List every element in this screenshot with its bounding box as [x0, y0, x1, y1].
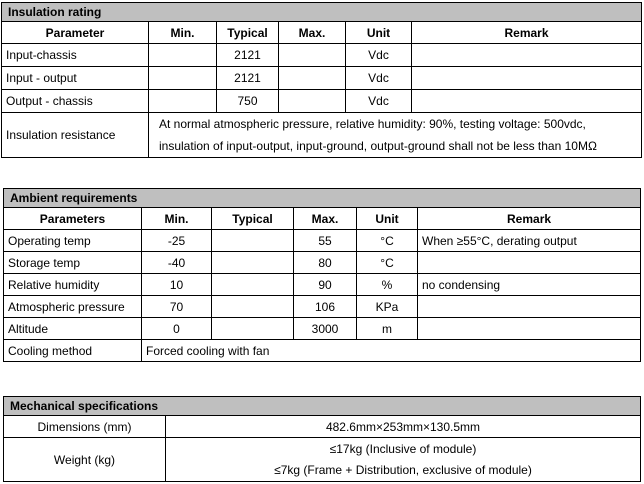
remark-cell [418, 318, 641, 340]
description-line: At normal atmospheric pressure, relative humidity: 90%, testing voltage: 500vdc, [159, 117, 586, 131]
ambient-requirements-table [3, 188, 641, 362]
column-header: Parameters [4, 208, 142, 230]
column-header: Parameter [2, 22, 149, 44]
min-cell [149, 44, 217, 67]
insulation-resistance-description [149, 113, 642, 158]
unit-cell: Vdc [346, 44, 412, 67]
max-cell: 3000 [294, 318, 357, 340]
header-row [4, 208, 641, 230]
header-row [2, 22, 642, 44]
max-cell: 80 [294, 252, 357, 274]
parameter-cell: Operating temp [4, 230, 142, 252]
section-title: Ambient requirements [4, 189, 641, 208]
column-header: Min. [142, 208, 212, 230]
parameter-cell: Input - output [2, 67, 149, 90]
unit-cell: KPa [357, 296, 418, 318]
remark-cell [412, 44, 642, 67]
min-cell [149, 90, 217, 113]
weight-line: ≤7kg (Frame + Distribution, exclusive of module) [274, 462, 532, 477]
unit-cell: °C [357, 230, 418, 252]
table-row [4, 416, 641, 438]
min-cell: -25 [142, 230, 212, 252]
dimensions-value: 482.6mm×253mm×130.5mm [166, 416, 641, 438]
max-cell [279, 44, 346, 67]
column-header: Typical [217, 22, 279, 44]
typical-cell [212, 230, 294, 252]
weight-value [166, 438, 641, 482]
remark-cell [418, 296, 641, 318]
column-header: Typical [212, 208, 294, 230]
unit-cell: Vdc [346, 90, 412, 113]
weight-line: ≤17kg (Inclusive of module) [329, 441, 477, 456]
typical-cell [212, 296, 294, 318]
table-row [4, 438, 641, 482]
min-cell [149, 67, 217, 90]
table-row [4, 340, 641, 362]
column-header: Remark [412, 22, 642, 44]
typical-cell [212, 318, 294, 340]
unit-cell: m [357, 318, 418, 340]
section-title: Insulation rating [2, 3, 642, 22]
remark-cell [418, 252, 641, 274]
min-cell: 70 [142, 296, 212, 318]
min-cell: -40 [142, 252, 212, 274]
column-header: Remark [418, 208, 641, 230]
column-header: Unit [346, 22, 412, 44]
typical-cell: 2121 [217, 44, 279, 67]
column-header: Min. [149, 22, 217, 44]
min-cell: 0 [142, 318, 212, 340]
parameter-cell: Weight (kg) [4, 438, 166, 482]
parameter-cell: Relative humidity [4, 274, 142, 296]
table-row [2, 113, 642, 158]
table-row [4, 252, 641, 274]
parameter-cell: Storage temp [4, 252, 142, 274]
mechanical-specifications-table [3, 396, 641, 482]
parameter-cell: Insulation resistance [2, 113, 149, 158]
description-line: insulation of input-output, input-ground, output-ground shall not be less than 10MΩ [159, 139, 597, 153]
unit-cell: °C [357, 252, 418, 274]
table-row [2, 90, 642, 113]
unit-cell: % [357, 274, 418, 296]
max-cell: 106 [294, 296, 357, 318]
insulation-rating-table [1, 2, 642, 158]
parameter-cell: Cooling method [4, 340, 142, 362]
max-cell [279, 90, 346, 113]
table-row [4, 296, 641, 318]
remark-cell [412, 67, 642, 90]
table-row [4, 318, 641, 340]
typical-cell [212, 274, 294, 296]
remark-cell: no condensing [418, 274, 641, 296]
parameter-cell: Output - chassis [2, 90, 149, 113]
column-header: Unit [357, 208, 418, 230]
max-cell: 90 [294, 274, 357, 296]
parameter-cell: Altitude [4, 318, 142, 340]
table-row [4, 230, 641, 252]
cooling-method-value: Forced cooling with fan [142, 340, 641, 362]
typical-cell: 750 [217, 90, 279, 113]
min-cell: 10 [142, 274, 212, 296]
unit-cell: Vdc [346, 67, 412, 90]
column-header: Max. [279, 22, 346, 44]
max-cell [279, 67, 346, 90]
max-cell: 55 [294, 230, 357, 252]
typical-cell [212, 252, 294, 274]
table-row [4, 274, 641, 296]
typical-cell: 2121 [217, 67, 279, 90]
table-row [2, 44, 642, 67]
parameter-cell: Input-chassis [2, 44, 149, 67]
table-row [2, 67, 642, 90]
section-title: Mechanical specifications [4, 397, 641, 416]
parameter-cell: Dimensions (mm) [4, 416, 166, 438]
remark-cell [412, 90, 642, 113]
parameter-cell: Atmospheric pressure [4, 296, 142, 318]
remark-cell: When ≥55°C, derating output [418, 230, 641, 252]
column-header: Max. [294, 208, 357, 230]
